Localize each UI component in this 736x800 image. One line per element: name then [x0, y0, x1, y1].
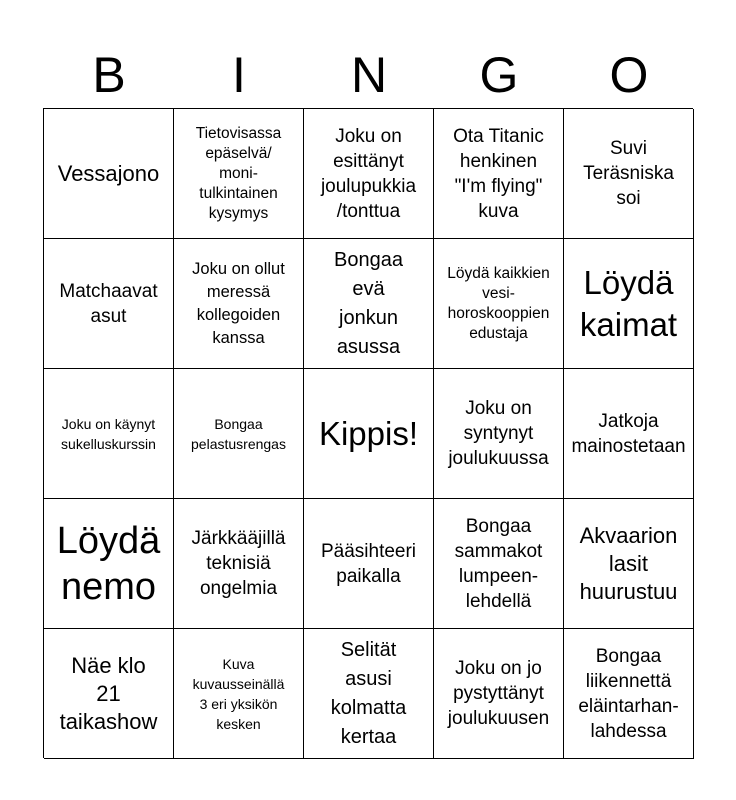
bingo-cell[interactable] [44, 499, 174, 629]
bingo-cell[interactable] [174, 369, 304, 499]
bingo-cell-text: Löydä nemo [56, 519, 161, 608]
bingo-cell-text: Vessajono [57, 160, 160, 186]
bingo-board [43, 108, 693, 758]
bingo-cell-text: Bongaa evä jonkun asussa [334, 248, 403, 358]
header-letter-i: I [232, 47, 246, 103]
bingo-cell[interactable] [174, 109, 304, 239]
bingo-cell[interactable] [44, 629, 174, 759]
bingo-cell[interactable] [44, 369, 174, 499]
bingo-cell-text: Suvi Teräsniska soi [583, 138, 674, 209]
bingo-cell[interactable] [434, 369, 564, 499]
bingo-cell-text: Joku on syntynyt joulukuussa [448, 398, 549, 469]
bingo-cell[interactable] [434, 499, 564, 629]
bingo-cell-text: Bongaa sammakot lumpeen- lehdellä [454, 515, 543, 612]
bingo-cell[interactable] [564, 499, 694, 629]
bingo-cell[interactable] [44, 239, 174, 369]
bingo-cell[interactable] [174, 239, 304, 369]
header-letter-b: B [92, 47, 126, 103]
bingo-cell[interactable] [564, 629, 694, 759]
bingo-cell[interactable] [434, 109, 564, 239]
bingo-cell-text: Löydä kaimat [579, 263, 678, 343]
bingo-cell-text: Joku on esittänyt joulupukkia /tonttua [320, 125, 417, 222]
header-letter-g: G [479, 47, 519, 103]
bingo-cell[interactable] [434, 239, 564, 369]
bingo-cell[interactable] [304, 109, 434, 239]
bingo-cell-text: Pääsihteeri paikalla [320, 540, 417, 587]
bingo-cell[interactable] [304, 629, 434, 759]
bingo-cell[interactable] [174, 499, 304, 629]
bingo-cell[interactable] [564, 109, 694, 239]
bingo-cell-text: Bongaa pelastusrengas [191, 415, 286, 452]
bingo-cell[interactable] [174, 629, 304, 759]
bingo-cell[interactable] [304, 369, 434, 499]
bingo-cell-text: Matchaavat asut [59, 280, 158, 327]
bingo-cell[interactable] [564, 239, 694, 369]
bingo-cell[interactable] [304, 239, 434, 369]
bingo-cell-text: Joku on jo pystyttänyt joulukuusen [447, 658, 550, 729]
bingo-cell-text: Löydä kaikkien vesi- horoskooppien edustaja [447, 264, 550, 342]
bingo-cell-text: Kuva kuvausseinällä 3 eri yksikön kesken [192, 655, 285, 732]
header-letter-o: O [609, 47, 649, 103]
bingo-header [44, 44, 694, 106]
bingo-cell[interactable] [44, 109, 174, 239]
bingo-cell-text: Järkkääjillä teknisiä ongelmia [191, 528, 286, 599]
bingo-cell-text: Bongaa liikennettä eläintarhan- lahdessa [578, 645, 679, 742]
bingo-cell[interactable] [434, 629, 564, 759]
bingo-cell-text: Joku on ollut meressä kollegoiden kanssa [192, 259, 285, 347]
bingo-cell-text: Akvaarion lasit huurustuu [579, 522, 678, 604]
header-letter-n: N [350, 47, 388, 103]
bingo-cell-text: Selität asusi kolmatta kertaa [330, 638, 407, 748]
bingo-cell-text: Ota Titanic henkinen "I'm flying" kuva [453, 125, 544, 222]
bingo-cell[interactable] [304, 499, 434, 629]
bingo-cell-text: Näe klo 21 taikashow [59, 652, 158, 734]
bingo-cell[interactable] [564, 369, 694, 499]
bingo-cell-text: Kippis! [318, 414, 419, 452]
bingo-cell-text: Jatkoja mainostetaan [571, 410, 686, 457]
bingo-cell-text: Tietovisassa epäselvä/ moni- tulkintainen kysymys [195, 124, 282, 222]
bingo-cell-text: Joku on käynyt sukelluskurssin [61, 415, 156, 452]
